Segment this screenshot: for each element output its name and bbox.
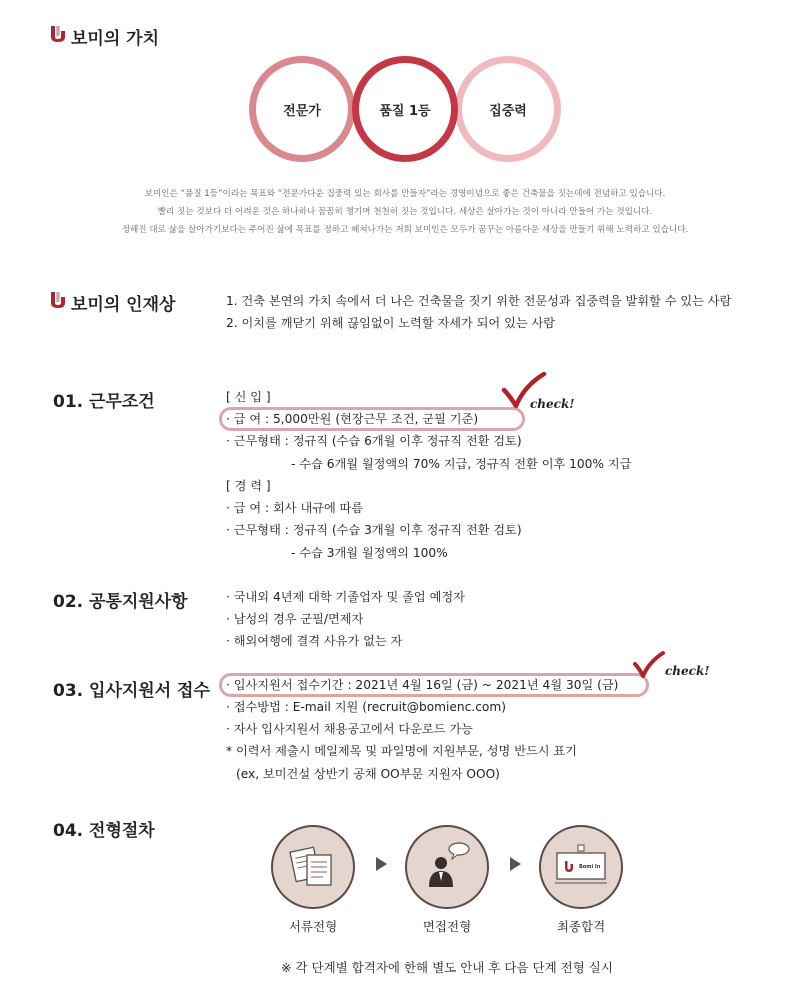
check-label: check! xyxy=(530,397,575,411)
newcomer-probation: - 수습 6개월 월정액의 70% 지급, 정규직 전환 이후 100% 지급 xyxy=(291,457,632,471)
application-period: · 입사지원서 접수기간 : 2021년 4월 16일 (금) ~ 2021년 4월 30일 (금) xyxy=(226,678,619,692)
interview-icon xyxy=(421,839,473,893)
requirement-1: · 국내외 4년제 대학 기졸업자 및 졸업 예정자 xyxy=(226,590,465,604)
value-label-focus: 집중력 xyxy=(489,100,527,119)
newcomer-employment: · 근무형태 : 정규직 (수습 6개월 이후 정규직 전환 검토) xyxy=(226,434,522,448)
step-final-label: 최종합격 xyxy=(556,919,606,934)
requirement-2: · 남성의 경우 군필/면제자 xyxy=(226,612,364,626)
process-note: ※ 각 단계별 합격자에 한해 별도 안내 후 다음 단계 전형 실시 xyxy=(281,960,613,975)
door-sign-text: Bomi In xyxy=(579,864,601,870)
application-method: · 접수방법 : E-mail 지원 (recruit@bomienc.com) xyxy=(226,700,507,714)
step-interview xyxy=(405,825,489,909)
section-04-title: 04. 전형절차 xyxy=(53,821,155,841)
step-final xyxy=(539,825,623,909)
application-note: * 이력서 제출시 메일제목 및 파일명에 지원부문, 성명 반드시 표기 xyxy=(226,744,577,758)
value-circle-expert xyxy=(249,56,355,162)
experienced-salary: · 급 여 : 회사 내규에 따름 xyxy=(226,501,364,515)
talent-item-1: 1. 건축 본연의 가치 속에서 더 나은 건축물을 짓기 위한 전문성과 집중력을 발휘할 수 있는 사람 xyxy=(226,294,732,308)
value-label-quality: 품질 1등 xyxy=(379,100,430,119)
step-documents-label: 서류전형 xyxy=(288,919,338,934)
checkmark-icon xyxy=(632,650,666,680)
intro-line-3: 정해진 대로 삶을 살아가기보다는 주어진 삶에 목표를 정하고 헤쳐나가는 저희 보미인은 모두가 꿈꾸는 아름다운 세상을 만들기 위해 노력하고 있습니다. xyxy=(121,225,689,235)
bomi-logo-icon xyxy=(50,291,66,309)
section-03-title: 03. 입사지원서 접수 xyxy=(53,681,210,701)
talent-item-2: 2. 이치를 깨닫기 위해 끊임없이 노력할 자세가 되어 있는 사람 xyxy=(226,316,556,330)
section-02-title: 02. 공통지원사항 xyxy=(53,592,188,612)
experienced-employment: · 근무형태 : 정규직 (수습 3개월 이후 정규직 전환 검토) xyxy=(226,523,522,537)
intro-line-2: 빨리 짓는 것보다 더 어려운 것은 하나하나 꼼꼼히 챙기며 천천히 짓는 것입니다. 세상은 살아가는 것이 아니라 만들어 가는 것입니다. xyxy=(157,207,653,217)
check-label: check! xyxy=(665,664,710,678)
step-interview-label: 면접전형 xyxy=(422,919,472,934)
value-circle-focus xyxy=(455,56,561,162)
step-documents xyxy=(271,825,355,909)
documents-icon xyxy=(287,841,339,893)
intro-line-1: 보미인은 “품질 1등”이라는 목표와 “전문가다운 집중력 있는 회사를 만들자”라는 경영이념으로 좋은 건축물을 짓는데에 전념하고 있습니다. xyxy=(144,189,666,199)
value-circle-quality xyxy=(352,56,458,162)
value-label-expert: 전문가 xyxy=(283,100,321,119)
requirement-3: · 해외여행에 결격 사유가 없는 자 xyxy=(226,634,403,648)
talent-title: 보미의 인재상 xyxy=(71,295,176,315)
bomi-logo-icon xyxy=(50,25,66,43)
experienced-header: [ 경 력 ] xyxy=(226,479,271,493)
arrow-right-icon xyxy=(376,857,387,871)
application-download: · 자사 입사지원서 채용공고에서 다운로드 가능 xyxy=(226,722,473,736)
values-title: 보미의 가치 xyxy=(71,29,160,49)
application-example: (ex, 보미건설 상반기 공채 OO부문 지원자 OOO) xyxy=(236,767,500,781)
newcomer-header: [ 신 입 ] xyxy=(226,390,271,404)
newcomer-salary: · 급 여 : 5,000만원 (현장근무 조건, 군필 기준) xyxy=(226,412,479,426)
experienced-probation: - 수습 3개월 월정액의 100% xyxy=(291,546,448,560)
section-01-title: 01. 근무조건 xyxy=(53,392,155,412)
arrow-right-icon xyxy=(510,857,521,871)
